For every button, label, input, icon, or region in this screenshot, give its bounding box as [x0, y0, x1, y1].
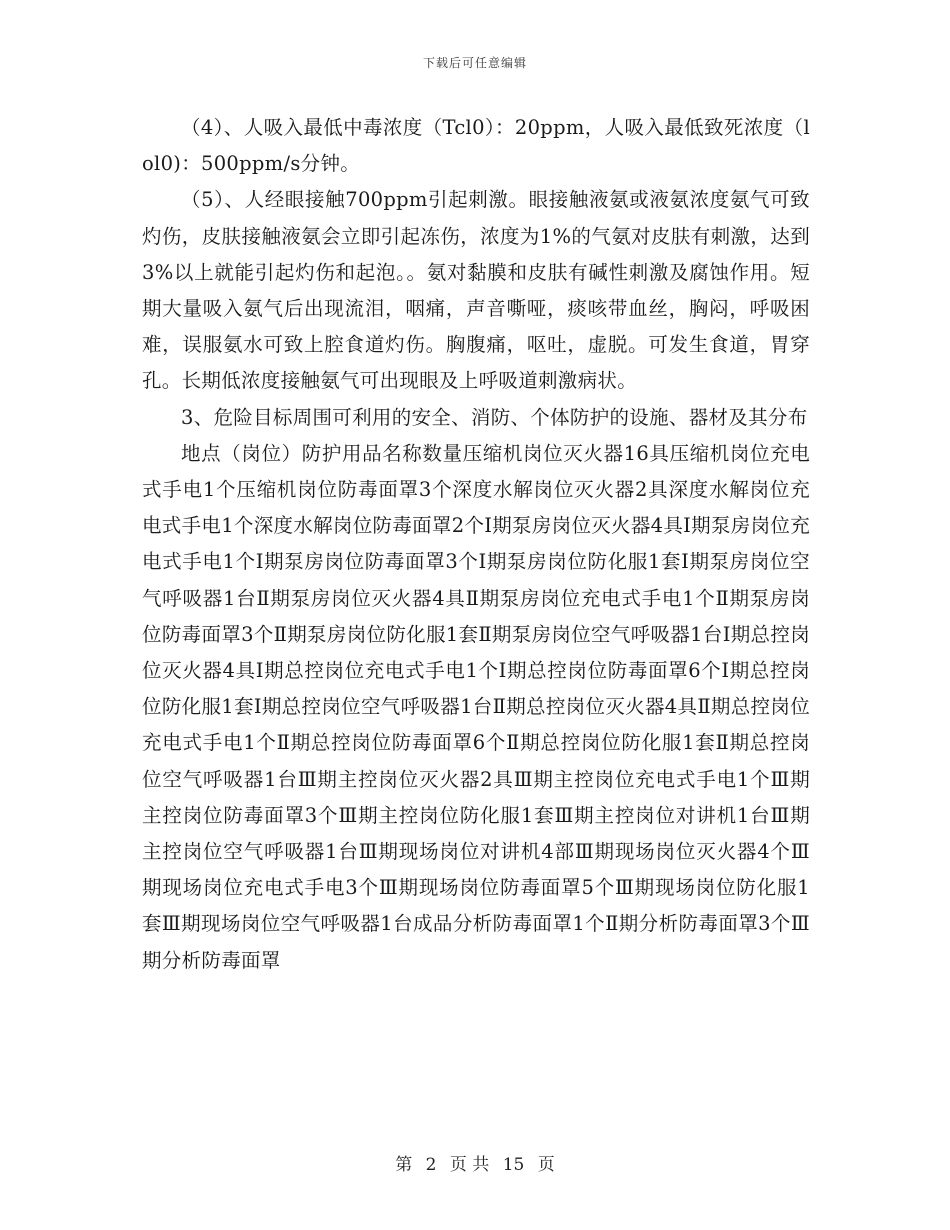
footer-middle: 页 共	[449, 1155, 490, 1175]
paragraph-toxicity-concentration: （4）、人吸入最低中毒浓度（Tcl0）：20ppm，人吸入最低致死浓度（lol0)：500ppm/s分钟。	[142, 116, 810, 176]
document-body	[142, 110, 810, 979]
footer-suffix: 页	[537, 1155, 555, 1175]
page-footer	[0, 1150, 950, 1175]
section-heading-safety-facilities: 3、危险目标周围可利用的安全、消防、个体防护的设施、器材及其分布	[181, 405, 808, 429]
paragraph-equipment-list: 地点（岗位）防护用品名称数量压缩机岗位灭火器16具压缩机岗位充电式手电1个压缩机岗位防毒面罩3个深度水解岗位灭火器2具深度水解岗位充电式手电1个深度水解岗位防毒面罩2个Ⅰ期泵房岗位灭火器4具Ⅰ期泵房岗位充电式手电1个Ⅰ期泵房岗位防毒面罩3个Ⅰ期泵房岗位防化服1套Ⅰ期泵房岗位空气呼吸器1台Ⅱ期泵房岗位灭火器4具Ⅱ期泵房岗位充电式手电1个Ⅱ期泵房岗位防毒面罩3个Ⅱ期泵房岗位防化服1套Ⅱ期泵房岗位空气呼吸器1台Ⅰ期总控岗位灭火器4具Ⅰ期总控岗位充电式手电1个Ⅰ期总控岗位防毒面罩6个Ⅰ期总控岗位防化服1套Ⅰ期总控岗位空气呼吸器1台Ⅱ期总控岗位灭火器4具Ⅱ期总控岗位充电式手电1个Ⅱ期总控岗位防毒面罩6个Ⅱ期总控岗位防化服1套Ⅱ期总控岗位空气呼吸器1台Ⅲ期主控岗位灭火器2具Ⅲ期主控岗位充电式手电1个Ⅲ期主控岗位防毒面罩3个Ⅲ期主控岗位防化服1套Ⅲ期主控岗位对讲机1台Ⅲ期主控岗位空气呼吸器1台Ⅲ期现场岗位对讲机4部Ⅲ期现场岗位灭火器4个Ⅲ期现场岗位充电式手电3个Ⅲ期现场岗位防毒面罩5个Ⅲ期现场岗位防化服1套Ⅲ期现场岗位空气呼吸器1台成品分析防毒面罩1个Ⅱ期分析防毒面罩3个Ⅲ期分析防毒面罩	[142, 441, 810, 972]
footer-prefix: 第	[395, 1155, 413, 1175]
header-text: 下载后可任意编辑	[422, 56, 527, 70]
page-header	[0, 54, 950, 71]
footer-total-pages: 15	[502, 1155, 525, 1175]
paragraph-eye-skin-contact: （5）、人经眼接触700ppm引起刺激。眼接触液氨或液氨浓度氨气可致灼伤，皮肤接触液氨会立即引起冻伤，浓度为1%的气氨对皮肤有刺激，达到3%以上就能引起灼伤和起泡。。氨对黏膜和皮肤有碱性刺激及腐蚀作用。短期大量吸入氨气后出现流泪，咽痛，声音嘶哑，痰咳带血丝，胸闷，呼吸困难，误服氨水可致上腔食道灼伤。胸腹痛，呕吐，虚脱。可发生食道，胃穿孔。长期低浓度接触氨气可出现眼及上呼吸道刺激病状。	[142, 188, 810, 393]
footer-page-number: 2	[425, 1155, 437, 1175]
